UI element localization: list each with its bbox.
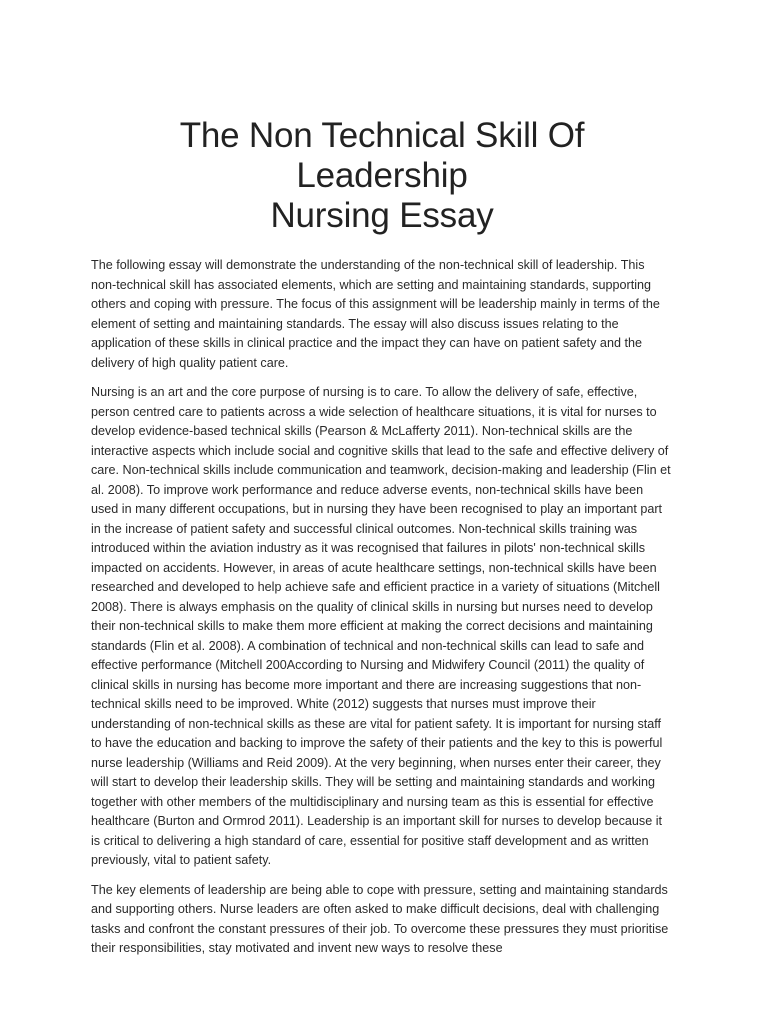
essay-title-line-2: Nursing Essay [270, 196, 494, 235]
essay-title [91, 0, 673, 236]
essay-title-line-1: The Non Technical Skill Of Leadership [179, 116, 585, 195]
paragraph-1: The following essay will demonstrate the understanding of the non-technical skill of leadership. This non-technical skill has associated elements, which are setting and maintaining standards, supporting others and coping with pressure. The focus of this assignment will be leadership mainly in terms of the element of setting and maintaining standards. The essay will also discuss issues relating to the application of these skills in clinical practice and the impact they can have on patient safety and the delivery of high quality patient care. [91, 258, 660, 370]
essay-body [91, 256, 673, 959]
paragraph-2: Nursing is an art and the core purpose of nursing is to care. To allow the delivery of safe, effective, person centred care to patients across a wide selection of healthcare situations, it is vital for nurses to develop evidence-based technical skills (Pearson & McLafferty 2011). Non-technical skills are the interactive aspects which include social and cognitive skills that lead to the safe and effective delivery of care. Non-technical skills include communication and teamwork, decision-making and leadership (Flin et al. 2008). To improve work performance and reduce adverse events, non-technical skills have been used in many different occupations, but in nursing they have been recognised to play an important part in the increase of patient safety and successful clinical outcomes. Non-technical skills training was introduced within the aviation industry as it was recognised that failures in pilots' non-technical skills impacted on accidents. However, in areas of acute healthcare settings, non-technical skills have been researched and developed to help achieve safe and efficient practice in a variety of situations (Mitchell 2008). There is always emphasis on the quality of clinical skills in nursing but nurses need to develop their non-technical skills to make them more efficient at making the correct decisions and maintaining standards (Flin et al. 2008). A combination of technical and non-technical skills can lead to safe and effective performance (Mitchell 200According to Nursing and Midwifery Council (2011) the quality of clinical skills in nursing has become more important and there are increasing suggestions that non-technical skills need to be improved. White (2012) suggests that nurses must improve their understanding of non-technical skills as these are vital for patient safety. It is important for nursing staff to have the education and backing to improve the safety of their patients and the key to this is powerful nurse leadership (Williams and Reid 2009). At the very beginning, when nurses enter their career, they will start to develop their leadership skills. They will be setting and maintaining standards and working together with other members of the multidisciplinary and nursing team as this is essential for effective healthcare (Burton and Ormrod 2011). Leadership is an important skill for nurses to develop because it is critical to delivering a high standard of care, essential for positive staff development and as written previously, vital to patient safety. [91, 385, 671, 867]
paragraph-3: The key elements of leadership are being able to cope with pressure, setting and maintaining standards and supporting others. Nurse leaders are often asked to make difficult decisions, deal with challenging tasks and confront the constant pressures of their job. To overcome these pressures they must prioritise their responsibilities, stay motivated and invent new ways to resolve these [91, 882, 669, 955]
document-page [91, 0, 673, 969]
